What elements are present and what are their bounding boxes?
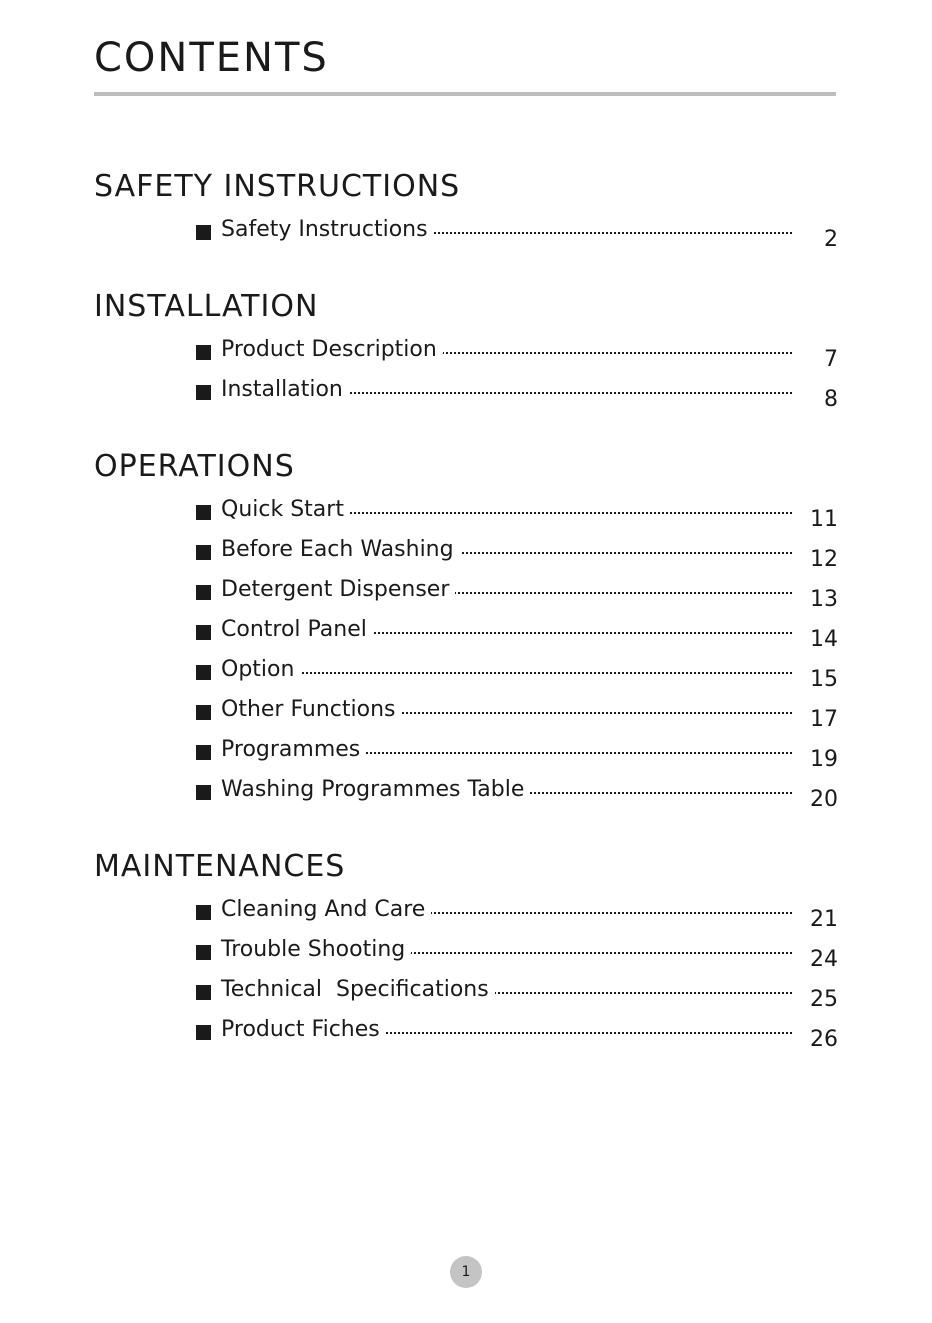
toc-entry-label: Cleaning And Care bbox=[221, 899, 431, 921]
toc-entry-label: Before Each Washing bbox=[221, 539, 460, 561]
toc-entry-page: 13 bbox=[810, 587, 838, 612]
toc-entry-page: 19 bbox=[810, 747, 838, 772]
toc-entry[interactable] bbox=[196, 659, 838, 699]
title-divider bbox=[94, 92, 836, 96]
section-heading-maintenances: MAINTENANCES bbox=[94, 849, 346, 884]
bullet-square-icon bbox=[196, 745, 211, 760]
toc-entry-label: Product Fiches bbox=[221, 1019, 386, 1041]
toc-entry-label: Safety Instructions bbox=[221, 219, 434, 241]
toc-entry-page: 14 bbox=[810, 627, 838, 652]
toc-entry-page: 21 bbox=[810, 907, 838, 932]
toc-entry-page: 20 bbox=[810, 787, 838, 812]
toc-entry-label: Option bbox=[221, 659, 300, 681]
toc-entry-label: Installation bbox=[221, 379, 349, 401]
toc-entry-page: 24 bbox=[810, 947, 838, 972]
toc-entry[interactable] bbox=[196, 379, 838, 419]
toc-entry[interactable] bbox=[196, 339, 838, 379]
section-heading-operations: OPERATIONS bbox=[94, 449, 295, 484]
bullet-square-icon bbox=[196, 345, 211, 360]
toc-entry-page: 12 bbox=[810, 547, 838, 572]
page-title: CONTENTS bbox=[94, 35, 329, 81]
section-heading-safety: SAFETY INSTRUCTIONS bbox=[94, 169, 461, 204]
toc-entry[interactable] bbox=[196, 539, 838, 579]
section-heading-installation: INSTALLATION bbox=[94, 289, 319, 324]
toc-entry-label: Quick Start bbox=[221, 499, 350, 521]
toc-entry[interactable] bbox=[196, 619, 838, 659]
toc-entry[interactable] bbox=[196, 979, 838, 1019]
toc-entry-page: 26 bbox=[810, 1027, 838, 1052]
bullet-square-icon bbox=[196, 385, 211, 400]
toc-entry-label: Detergent Dispenser bbox=[221, 579, 455, 601]
toc-entry[interactable] bbox=[196, 699, 838, 739]
toc-entry-label: Trouble Shooting bbox=[221, 939, 411, 961]
toc-entry-label: Product Description bbox=[221, 339, 443, 361]
toc-entry[interactable] bbox=[196, 939, 838, 979]
bullet-square-icon bbox=[196, 545, 211, 560]
toc-entry[interactable] bbox=[196, 579, 838, 619]
toc-entry-label: Programmes bbox=[221, 739, 366, 761]
toc-entry-page: 17 bbox=[810, 707, 838, 732]
dot-leader bbox=[221, 672, 792, 674]
toc-entry-page: 2 bbox=[824, 227, 838, 252]
bullet-square-icon bbox=[196, 585, 211, 600]
bullet-square-icon bbox=[196, 665, 211, 680]
toc-entry-page: 11 bbox=[810, 507, 838, 532]
toc-entry-label: Other Functions bbox=[221, 699, 402, 721]
bullet-square-icon bbox=[196, 705, 211, 720]
toc-entry[interactable] bbox=[196, 899, 838, 939]
bullet-square-icon bbox=[196, 905, 211, 920]
toc-entry-page: 8 bbox=[824, 387, 838, 412]
toc-entry[interactable] bbox=[196, 499, 838, 539]
toc-entry-page: 15 bbox=[810, 667, 838, 692]
bullet-square-icon bbox=[196, 945, 211, 960]
bullet-square-icon bbox=[196, 785, 211, 800]
bullet-square-icon bbox=[196, 1025, 211, 1040]
toc-entry[interactable] bbox=[196, 779, 838, 819]
page-number-badge: 1 bbox=[450, 1256, 482, 1288]
bullet-square-icon bbox=[196, 505, 211, 520]
bullet-square-icon bbox=[196, 625, 211, 640]
toc-entry[interactable] bbox=[196, 219, 838, 259]
toc-entry-label: Technical Specifications bbox=[221, 979, 495, 1001]
toc-entry-page: 25 bbox=[810, 987, 838, 1012]
bullet-square-icon bbox=[196, 225, 211, 240]
bullet-square-icon bbox=[196, 985, 211, 1000]
toc-entry-label: Washing Programmes Table bbox=[221, 779, 530, 801]
toc-entry[interactable] bbox=[196, 1019, 838, 1059]
toc-entry-page: 7 bbox=[824, 347, 838, 372]
toc-entry[interactable] bbox=[196, 739, 838, 779]
toc-entry-label: Control Panel bbox=[221, 619, 373, 641]
